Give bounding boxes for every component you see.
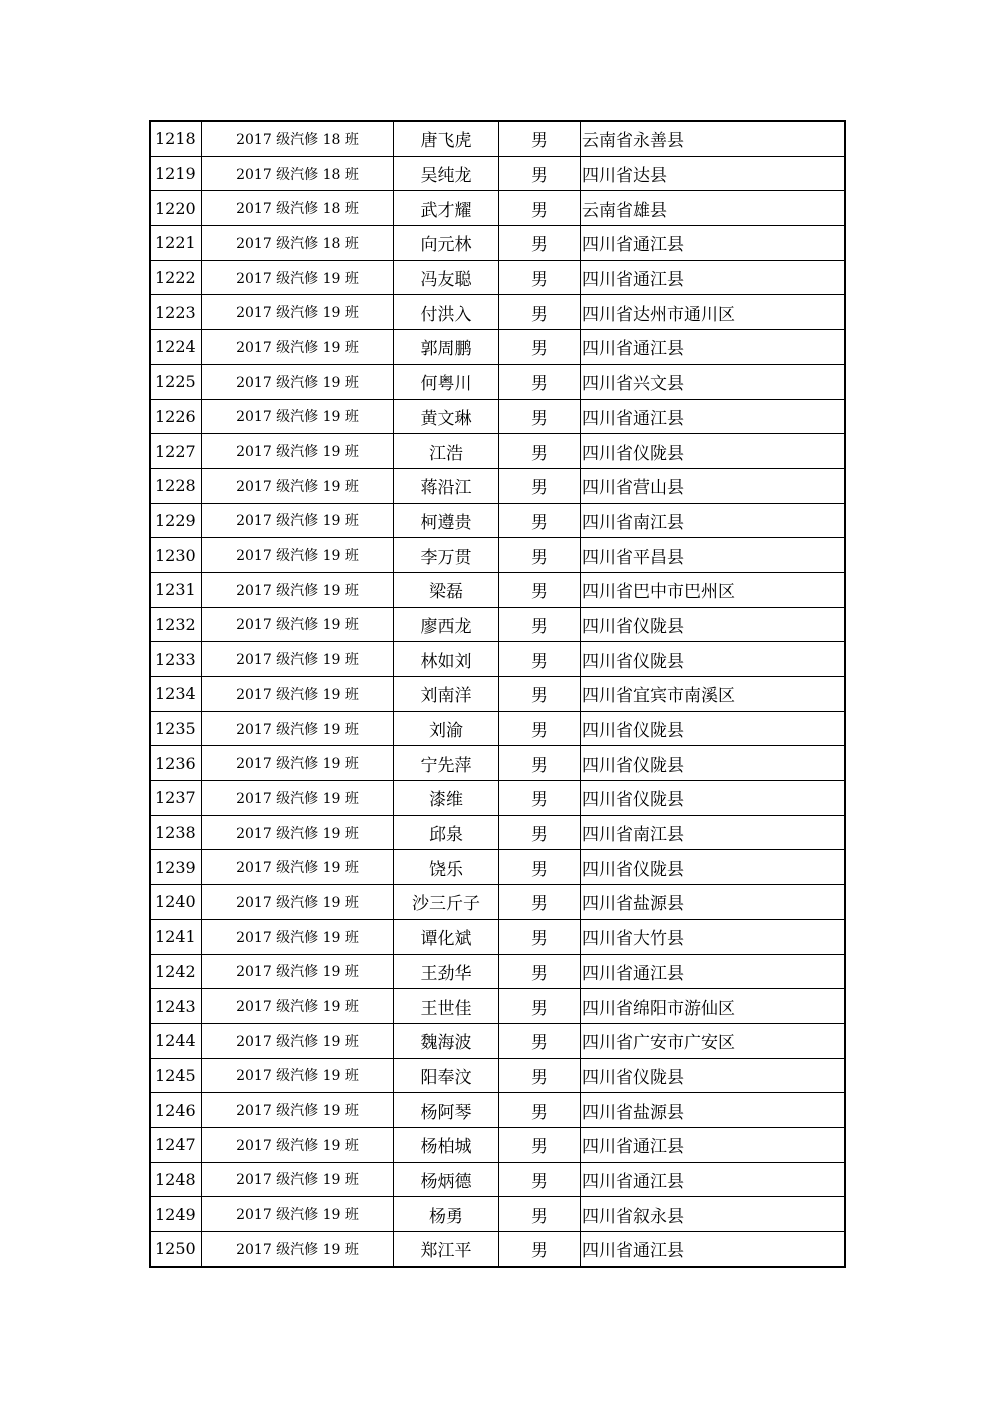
- origin-cell: 四川省盐源县: [581, 1093, 846, 1128]
- class-cell: 2017 级汽修 19 班: [202, 295, 394, 330]
- student-name-cell: 阳奉汶: [394, 1058, 499, 1093]
- gender-cell: 男: [499, 607, 581, 642]
- student-name-cell: 李万贯: [394, 538, 499, 573]
- origin-cell: 四川省达州市通川区: [581, 295, 846, 330]
- gender-cell: 男: [499, 434, 581, 469]
- class-cell: 2017 级汽修 19 班: [202, 642, 394, 677]
- table-row: [150, 815, 845, 850]
- origin-cell: 四川省宜宾市南溪区: [581, 677, 846, 712]
- origin-cell: 四川省通江县: [581, 260, 846, 295]
- table-row: [150, 121, 845, 156]
- gender-cell: 男: [499, 121, 581, 156]
- origin-cell: 四川省南江县: [581, 503, 846, 538]
- origin-cell: 四川省仪陇县: [581, 434, 846, 469]
- gender-cell: 男: [499, 1093, 581, 1128]
- origin-cell: 云南省永善县: [581, 121, 846, 156]
- student-id-cell: 1236: [150, 746, 202, 781]
- student-id-cell: 1246: [150, 1093, 202, 1128]
- table-row: [150, 1058, 845, 1093]
- class-cell: 2017 级汽修 19 班: [202, 1232, 394, 1267]
- gender-cell: 男: [499, 572, 581, 607]
- gender-cell: 男: [499, 330, 581, 365]
- table-row: [150, 330, 845, 365]
- student-id-cell: 1245: [150, 1058, 202, 1093]
- student-name-cell: 杨阿琴: [394, 1093, 499, 1128]
- class-cell: 2017 级汽修 19 班: [202, 1197, 394, 1232]
- gender-cell: 男: [499, 885, 581, 920]
- student-name-cell: 刘渝: [394, 711, 499, 746]
- origin-cell: 四川省通江县: [581, 1162, 846, 1197]
- table-row: [150, 781, 845, 816]
- class-cell: 2017 级汽修 19 班: [202, 468, 394, 503]
- student-id-cell: 1230: [150, 538, 202, 573]
- student-name-cell: 郑江平: [394, 1232, 499, 1267]
- student-name-cell: 沙三斤子: [394, 885, 499, 920]
- gender-cell: 男: [499, 260, 581, 295]
- table-row: [150, 538, 845, 573]
- student-id-cell: 1235: [150, 711, 202, 746]
- student-id-cell: 1220: [150, 191, 202, 226]
- gender-cell: 男: [499, 642, 581, 677]
- class-cell: 2017 级汽修 19 班: [202, 538, 394, 573]
- class-cell: 2017 级汽修 19 班: [202, 572, 394, 607]
- student-name-cell: 杨柏城: [394, 1127, 499, 1162]
- origin-cell: 四川省仪陇县: [581, 1058, 846, 1093]
- class-cell: 2017 级汽修 19 班: [202, 607, 394, 642]
- class-cell: 2017 级汽修 19 班: [202, 954, 394, 989]
- student-id-cell: 1218: [150, 121, 202, 156]
- gender-cell: 男: [499, 1197, 581, 1232]
- gender-cell: 男: [499, 919, 581, 954]
- table-row: [150, 1127, 845, 1162]
- origin-cell: 四川省兴文县: [581, 364, 846, 399]
- class-cell: 2017 级汽修 19 班: [202, 1023, 394, 1058]
- table-row: [150, 191, 845, 226]
- student-name-cell: 武才耀: [394, 191, 499, 226]
- student-name-cell: 杨勇: [394, 1197, 499, 1232]
- student-id-cell: 1226: [150, 399, 202, 434]
- origin-cell: 四川省仪陇县: [581, 781, 846, 816]
- student-name-cell: 饶乐: [394, 850, 499, 885]
- origin-cell: 四川省达县: [581, 156, 846, 191]
- table-row: [150, 364, 845, 399]
- student-id-cell: 1237: [150, 781, 202, 816]
- table-row: [150, 468, 845, 503]
- student-name-cell: 何粤川: [394, 364, 499, 399]
- student-name-cell: 唐飞虎: [394, 121, 499, 156]
- gender-cell: 男: [499, 1162, 581, 1197]
- gender-cell: 男: [499, 364, 581, 399]
- table-row: [150, 572, 845, 607]
- gender-cell: 男: [499, 711, 581, 746]
- student-id-cell: 1238: [150, 815, 202, 850]
- origin-cell: 四川省通江县: [581, 1127, 846, 1162]
- class-cell: 2017 级汽修 18 班: [202, 156, 394, 191]
- class-cell: 2017 级汽修 19 班: [202, 919, 394, 954]
- student-id-cell: 1222: [150, 260, 202, 295]
- table-row: [150, 260, 845, 295]
- student-id-cell: 1234: [150, 677, 202, 712]
- table-row: [150, 919, 845, 954]
- student-name-cell: 付洪入: [394, 295, 499, 330]
- student-id-cell: 1243: [150, 989, 202, 1024]
- student-name-cell: 魏海波: [394, 1023, 499, 1058]
- class-cell: 2017 级汽修 19 班: [202, 503, 394, 538]
- class-cell: 2017 级汽修 18 班: [202, 121, 394, 156]
- table-row: [150, 711, 845, 746]
- table-row: [150, 607, 845, 642]
- class-cell: 2017 级汽修 19 班: [202, 781, 394, 816]
- table-row: [150, 1162, 845, 1197]
- gender-cell: 男: [499, 815, 581, 850]
- class-cell: 2017 级汽修 18 班: [202, 226, 394, 261]
- table-row: [150, 156, 845, 191]
- class-cell: 2017 级汽修 19 班: [202, 885, 394, 920]
- student-name-cell: 吴纯龙: [394, 156, 499, 191]
- origin-cell: 四川省平昌县: [581, 538, 846, 573]
- student-name-cell: 江浩: [394, 434, 499, 469]
- table-row: [150, 226, 845, 261]
- student-name-cell: 蒋沿江: [394, 468, 499, 503]
- table-row: [150, 850, 845, 885]
- student-name-cell: 邱泉: [394, 815, 499, 850]
- student-id-cell: 1240: [150, 885, 202, 920]
- student-name-cell: 漆维: [394, 781, 499, 816]
- origin-cell: 四川省仪陇县: [581, 642, 846, 677]
- origin-cell: 四川省盐源县: [581, 885, 846, 920]
- student-id-cell: 1241: [150, 919, 202, 954]
- gender-cell: 男: [499, 850, 581, 885]
- table-row: [150, 1197, 845, 1232]
- gender-cell: 男: [499, 954, 581, 989]
- origin-cell: 四川省仪陇县: [581, 607, 846, 642]
- origin-cell: 四川省通江县: [581, 226, 846, 261]
- student-name-cell: 刘南洋: [394, 677, 499, 712]
- table-row: [150, 399, 845, 434]
- gender-cell: 男: [499, 191, 581, 226]
- class-cell: 2017 级汽修 19 班: [202, 746, 394, 781]
- table-row: [150, 642, 845, 677]
- gender-cell: 男: [499, 677, 581, 712]
- student-id-cell: 1239: [150, 850, 202, 885]
- class-cell: 2017 级汽修 19 班: [202, 1058, 394, 1093]
- gender-cell: 男: [499, 1127, 581, 1162]
- gender-cell: 男: [499, 538, 581, 573]
- table-row: [150, 989, 845, 1024]
- class-cell: 2017 级汽修 19 班: [202, 260, 394, 295]
- student-name-cell: 杨炳德: [394, 1162, 499, 1197]
- origin-cell: 四川省南江县: [581, 815, 846, 850]
- student-id-cell: 1224: [150, 330, 202, 365]
- student-id-cell: 1221: [150, 226, 202, 261]
- student-id-cell: 1225: [150, 364, 202, 399]
- student-name-cell: 林如刘: [394, 642, 499, 677]
- origin-cell: 四川省通江县: [581, 954, 846, 989]
- student-id-cell: 1248: [150, 1162, 202, 1197]
- student-name-cell: 廖西龙: [394, 607, 499, 642]
- class-cell: 2017 级汽修 19 班: [202, 1093, 394, 1128]
- student-id-cell: 1229: [150, 503, 202, 538]
- student-name-cell: 柯遵贵: [394, 503, 499, 538]
- student-id-cell: 1228: [150, 468, 202, 503]
- student-id-cell: 1244: [150, 1023, 202, 1058]
- gender-cell: 男: [499, 746, 581, 781]
- student-name-cell: 王世佳: [394, 989, 499, 1024]
- class-cell: 2017 级汽修 19 班: [202, 850, 394, 885]
- class-cell: 2017 级汽修 19 班: [202, 330, 394, 365]
- table-row: [150, 677, 845, 712]
- origin-cell: 云南省雄县: [581, 191, 846, 226]
- table-row: [150, 1093, 845, 1128]
- gender-cell: 男: [499, 226, 581, 261]
- gender-cell: 男: [499, 1023, 581, 1058]
- class-cell: 2017 级汽修 19 班: [202, 1162, 394, 1197]
- student-name-cell: 向元林: [394, 226, 499, 261]
- origin-cell: 四川省仪陇县: [581, 850, 846, 885]
- table-row: [150, 746, 845, 781]
- origin-cell: 四川省仪陇县: [581, 711, 846, 746]
- table-row: [150, 503, 845, 538]
- student-id-cell: 1232: [150, 607, 202, 642]
- student-roster-table: [149, 120, 846, 1268]
- origin-cell: 四川省通江县: [581, 399, 846, 434]
- table-row: [150, 1232, 845, 1267]
- class-cell: 2017 级汽修 19 班: [202, 434, 394, 469]
- table-row: [150, 885, 845, 920]
- gender-cell: 男: [499, 503, 581, 538]
- origin-cell: 四川省大竹县: [581, 919, 846, 954]
- gender-cell: 男: [499, 1058, 581, 1093]
- origin-cell: 四川省叙永县: [581, 1197, 846, 1232]
- student-id-cell: 1247: [150, 1127, 202, 1162]
- gender-cell: 男: [499, 156, 581, 191]
- student-name-cell: 宁先萍: [394, 746, 499, 781]
- student-id-cell: 1227: [150, 434, 202, 469]
- class-cell: 2017 级汽修 19 班: [202, 399, 394, 434]
- student-name-cell: 郭周鹏: [394, 330, 499, 365]
- origin-cell: 四川省营山县: [581, 468, 846, 503]
- class-cell: 2017 级汽修 19 班: [202, 677, 394, 712]
- class-cell: 2017 级汽修 19 班: [202, 711, 394, 746]
- table-row: [150, 295, 845, 330]
- student-name-cell: 冯友聪: [394, 260, 499, 295]
- student-name-cell: 王劲华: [394, 954, 499, 989]
- student-name-cell: 谭化斌: [394, 919, 499, 954]
- student-id-cell: 1242: [150, 954, 202, 989]
- origin-cell: 四川省通江县: [581, 1232, 846, 1267]
- class-cell: 2017 级汽修 19 班: [202, 989, 394, 1024]
- gender-cell: 男: [499, 989, 581, 1024]
- origin-cell: 四川省通江县: [581, 330, 846, 365]
- student-name-cell: 梁磊: [394, 572, 499, 607]
- gender-cell: 男: [499, 295, 581, 330]
- gender-cell: 男: [499, 781, 581, 816]
- student-id-cell: 1231: [150, 572, 202, 607]
- origin-cell: 四川省巴中市巴州区: [581, 572, 846, 607]
- origin-cell: 四川省绵阳市游仙区: [581, 989, 846, 1024]
- class-cell: 2017 级汽修 19 班: [202, 364, 394, 399]
- gender-cell: 男: [499, 399, 581, 434]
- student-id-cell: 1223: [150, 295, 202, 330]
- roster-body: [150, 121, 845, 1267]
- class-cell: 2017 级汽修 18 班: [202, 191, 394, 226]
- table-row: [150, 954, 845, 989]
- class-cell: 2017 级汽修 19 班: [202, 1127, 394, 1162]
- table-row: [150, 434, 845, 469]
- student-id-cell: 1250: [150, 1232, 202, 1267]
- student-id-cell: 1233: [150, 642, 202, 677]
- student-name-cell: 黄文琳: [394, 399, 499, 434]
- student-id-cell: 1249: [150, 1197, 202, 1232]
- origin-cell: 四川省仪陇县: [581, 746, 846, 781]
- class-cell: 2017 级汽修 19 班: [202, 815, 394, 850]
- gender-cell: 男: [499, 468, 581, 503]
- table-row: [150, 1023, 845, 1058]
- gender-cell: 男: [499, 1232, 581, 1267]
- student-id-cell: 1219: [150, 156, 202, 191]
- origin-cell: 四川省广安市广安区: [581, 1023, 846, 1058]
